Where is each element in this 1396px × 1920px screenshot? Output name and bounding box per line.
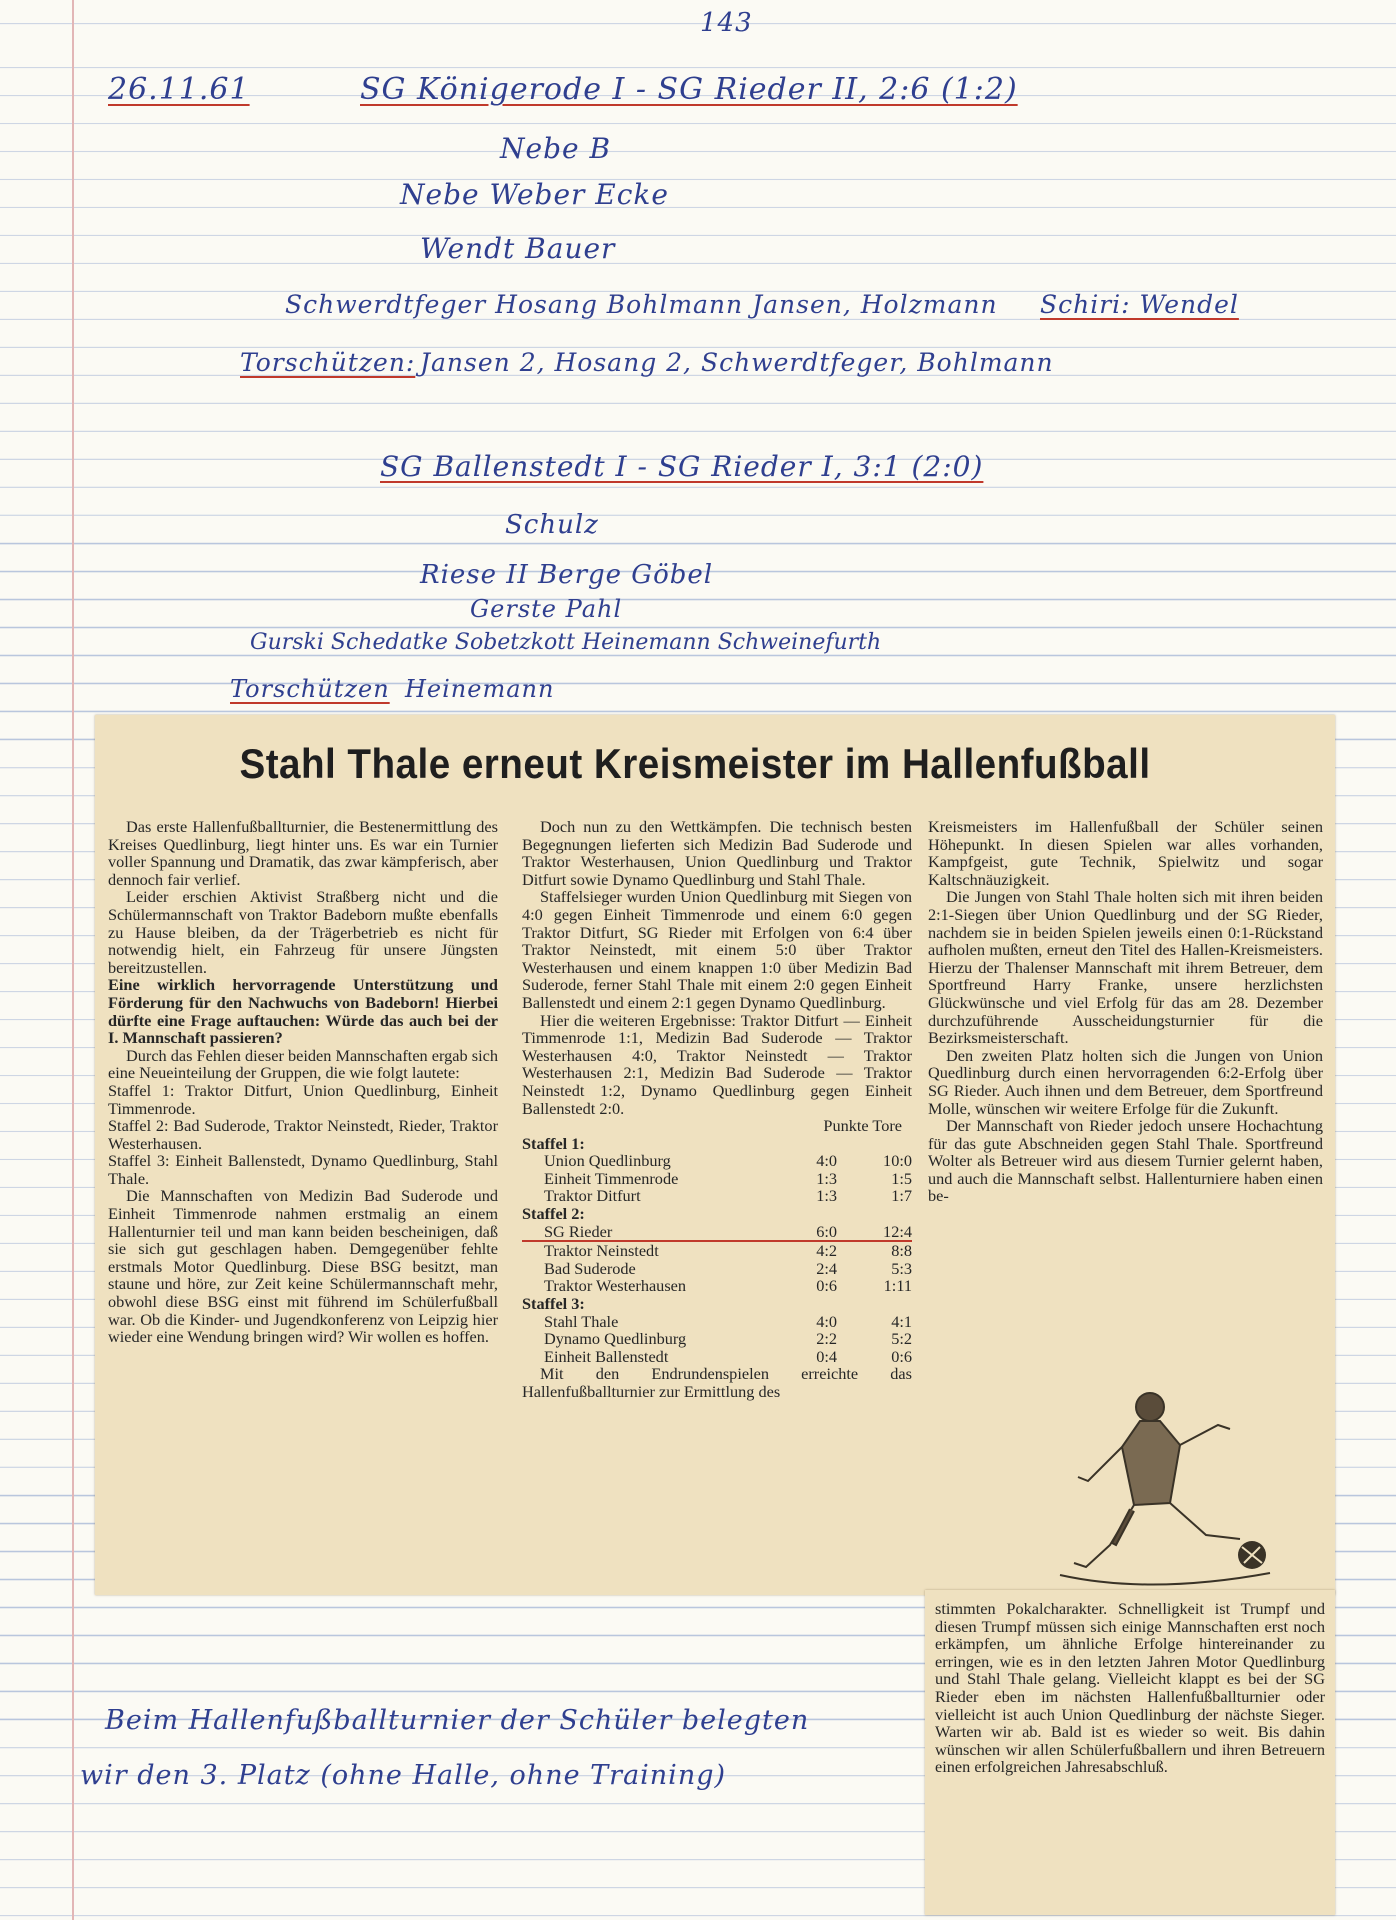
table-row [522, 1241, 912, 1260]
team-points: 0:4 [816, 1346, 837, 1366]
table-group-name: Staffel 1: [522, 1133, 585, 1153]
team-goals: 5:3 [891, 1258, 912, 1278]
match1-line-1: Nebe B [500, 132, 612, 165]
team-name: SG Rieder [522, 1223, 777, 1242]
col2-para-2: Staffelsieger wurden Union Quedlinburg mit Siegen von 4:0 gegen Einheit Timmenrode und einem 6:0 gegen Traktor Ditfurt, SG Rieder mit Erfolgen von 6:4 über Traktor Neinstedt, mit einem 5:0 über Traktor Westerhausen und einem knappen 1:0 über Medizin Bad Suderode, ferner Stahl Thale mit einem 2:0 gegen Einheit Ballenstedt und einem 2:1 gegen Dynamo Quedlinburg. [522, 887, 912, 1012]
table-row [522, 1170, 912, 1188]
table-row [522, 1330, 912, 1348]
match1-date: 26.11.61 [108, 72, 250, 107]
team-points: 1:3 [816, 1168, 837, 1188]
team-goals: 1:5 [891, 1168, 912, 1188]
team-goals: 1:7 [891, 1186, 912, 1206]
team-goals: 8:8 [891, 1241, 912, 1261]
team-points: 2:2 [816, 1329, 837, 1349]
footballer-illustration [1030, 1385, 1290, 1600]
col1-para-2: Leider erschien Aktivist Straßberg nicht und die Schülermannschaft von Traktor Badeborn mußte ebenfalls zu Hause bleiben, da der Trägerbetrieb es nicht für notwendig hielt, ein Fahrzeug für unsere Jüngsten bereitzustellen. [108, 887, 498, 977]
table-row [522, 1313, 912, 1331]
article-column-1 [108, 818, 498, 1346]
table-header: Punkte Tore [823, 1116, 902, 1136]
team-points: 2:4 [816, 1258, 837, 1278]
team-goals: 0:6 [891, 1346, 912, 1366]
table-row [522, 1152, 912, 1170]
team-goals: 10:0 [883, 1151, 912, 1171]
col1-group-3: Staffel 3: Einheit Ballenstedt, Dynamo Quedlinburg, Stahl Thale. [108, 1151, 498, 1188]
table-row [522, 1187, 912, 1205]
article-column-3 [928, 818, 1323, 1205]
match2-title: SG Ballenstedt I - SG Rieder I, 3:1 (2:0) [380, 450, 984, 483]
match2-line-2: Riese II Berge Göbel [420, 560, 714, 590]
team-name: Stahl Thale [544, 1311, 619, 1331]
col3-para-3: Den zweiten Platz holten sich die Jungen von Union Quedlinburg durch einen hervorragenden 6:2-Erfolg über SG Rieder. Auch ihnen und dem Betreuer, dem Sportfreund Molle, wünschen wir weitere Erfolge für die Zukunft. [928, 1045, 1323, 1118]
table-row [522, 1348, 912, 1366]
table-group-name: Staffel 2: [522, 1204, 585, 1224]
match2-line-4: Gurski Schedatke Sobetzkott Heinemann Schweinefurth [250, 630, 882, 655]
team-points: 0:6 [816, 1276, 837, 1296]
table-row [522, 1223, 912, 1242]
team-name: Traktor Westerhausen [544, 1276, 687, 1296]
match2-line-3: Gerste Pahl [470, 595, 623, 623]
note-line-2: wir den 3. Platz (ohne Halle, ohne Training) [80, 1760, 727, 1791]
margin-line [72, 0, 74, 1920]
col2-para-1: Doch nun zu den Wettkämpfen. Die technisch besten Begegnungen lieferten sich Medizin Bad Suderode und Traktor Westerhausen, Union Quedlinburg und Traktor Ditfurt sowie Dynamo Quedlinburg und Stahl Thale. [522, 817, 912, 889]
col1-group-2: Staffel 2: Bad Suderode, Traktor Neinstedt, Rieder, Traktor Westerhausen. [108, 1116, 498, 1153]
col1-para-1: Das erste Hallenfußballturnier, die Bestenermittlung des Kreises Quedlinburg, liegt hinter uns. Es war ein Turnier voller Spannung und Dramatik, das zwar kämpferisch, aber dennoch fair verlief. [108, 817, 498, 889]
match1-line-2: Nebe Weber Ecke [400, 178, 669, 211]
article-column-2 [522, 818, 912, 1401]
match1-line-4: Schwerdtfeger Hosang Bohlmann Jansen, Holzmann [285, 290, 998, 319]
team-points: 4:0 [816, 1151, 837, 1171]
col1-para-3: Eine wirklich hervorragende Unterstützung und Förderung für den Nachwuchs von Badeborn! Hierbei dürfte eine Frage auftauchen: Würde das auch bei der I. Mannschaft passieren? [108, 975, 498, 1048]
team-name: Einheit Ballenstedt [544, 1346, 669, 1366]
team-name: Einheit Timmenrode [544, 1168, 679, 1188]
col1-group-1: Staffel 1: Traktor Ditfurt, Union Quedlinburg, Einheit Timmenrode. [108, 1080, 498, 1118]
team-goals: 4:1 [891, 1311, 912, 1331]
match1-referee: Schiri: Wendel [1040, 290, 1239, 319]
team-goals: 1:11 [883, 1276, 912, 1296]
note-line-1: Beim Hallenfußballturnier der Schüler belegten [105, 1705, 810, 1736]
table-row [522, 1277, 912, 1295]
col3-para-4: Der Mannschaft von Rieder jedoch unsere Hochachtung für das gute Abschneiden gegen Stahl Thale. Sportfreund Wolter als Betreuer wird aus diesem Turnier gelernt haben, und auch die Mannschaft selbst. Hallenturniere haben einen be- [928, 1116, 1323, 1206]
col3-para-2: Die Jungen von Stahl Thale holten sich mit ihren beiden 2:1-Siegen über Union Quedlinburg und der SG Rieder, nachdem sie in beiden Spielen jeweils einen 0:1-Rückstand aufholen mußten, erneut den Titel des Hallen-Kreismeisters. Hierzu der Thalenser Mannschaft mit ihrem Betreuer, dem Sportfreund Harry Franke, unsere herzlichsten Glückwünsche und viel Erfolg für das am 28. Dezember durchzuführende Ausscheidungsturnier für die Bezirksmeisterschaft. [928, 887, 1323, 1048]
match1-title: SG Königerode I - SG Rieder II, 2:6 (1:2) [360, 72, 1018, 107]
col3-bottom-text: stimmten Pokalcharakter. Schnelligkeit ist Trumpf und diesen Trumpf müssen sich einige Mannschaften erst noch erkämpfen, um ähnliche Erfolge hintereinander zu erringen, wie es in den letzten Jahren Motor Quedlinburg und Stahl Thale gelang. Vielleicht klappt es bei der SG Rieder eben im nächsten Hallenfußballturnier oder vielleicht ist auch Union Quedlinburg der nächste Sieger. Warten wir ab. Bald ist es wieder so weit. Bis dahin wünschen wir allen Schülerfußballern und ihren Betreuern einen erfolgreichen Jahresabschluß. [935, 1599, 1325, 1777]
team-points: 6:0 [777, 1223, 837, 1242]
team-points: 1:3 [816, 1186, 837, 1206]
match1-scorers: Jansen 2, Hosang 2, Schwerdtfeger, Bohlmann [420, 348, 1054, 377]
team-points: 4:0 [816, 1311, 837, 1331]
page-number: 143 [700, 8, 753, 38]
table-group-row [522, 1295, 912, 1313]
table-row [522, 1260, 912, 1278]
match2-scorers: Heinemann [405, 675, 555, 703]
team-name: Union Quedlinburg [544, 1151, 671, 1171]
article-headline: Stahl Thale erneut Kreismeister im Hallenfußball [239, 740, 1151, 787]
match1-line-3: Wendt Bauer [420, 232, 616, 265]
table-group-name: Staffel 3: [522, 1294, 585, 1314]
table-group-row [522, 1205, 912, 1223]
match2-scorers-label: Torschützen [230, 675, 390, 703]
team-name: Traktor Ditfurt [544, 1186, 641, 1206]
team-name: Dynamo Quedlinburg [544, 1329, 687, 1349]
team-goals: 5:2 [891, 1329, 912, 1349]
table-group-row [522, 1135, 912, 1153]
col1-para-4: Durch das Fehlen dieser beiden Mannschaften ergab sich eine Neueinteilung der Gruppen, die wie folgt lautete: [108, 1045, 498, 1083]
match2-line-1: Schulz [505, 510, 599, 540]
col2-para-3: Hier die weiteren Ergebnisse: Traktor Ditfurt — Einheit Timmenrode 1:1, Medizin Bad Suderode — Traktor Westerhausen 4:0, Traktor Neinstedt — Traktor Westerhausen 2:1, Medizin Bad Suderode — Traktor Neinstedt 1:2, Dynamo Quedlinburg gegen Einheit Ballenstedt 2:0. [522, 1010, 912, 1118]
team-name: Traktor Neinstedt [544, 1241, 659, 1261]
team-name: Bad Suderode [544, 1258, 636, 1278]
article-column-3-continued [935, 1600, 1325, 1776]
match1-scorers-label: Torschützen: [240, 348, 416, 377]
team-goals: 12:4 [837, 1223, 912, 1242]
team-points: 4:2 [816, 1241, 837, 1261]
col2-para-4: Mit den Endrundenspielen erreichte das Hallenfußballturnier zur Ermittlung des [522, 1364, 912, 1401]
col1-para-5: Die Mannschaften von Medizin Bad Suderode und Einheit Timmenrode nahmen erstmalig an einem Hallenturnier teil und man kann beiden bescheinigen, daß sie sich gut geschlagen haben. Demgegenüber fehlte erstmals Motor Quedlinburg. Diese BSG besitzt, man staune und höre, zur Zeit keine Schülermannschaft mehr, obwohl diese BSG einst mit führend im Schülerfußball war. Ob die Kinder- und Jugendkonferenz von Leipzig hier wieder eine Wendung bringen wird? Wir wollen es hoffen. [108, 1186, 498, 1347]
standings-table [522, 1135, 912, 1366]
col3-para-1: Kreismeisters im Hallenfußball der Schüler seinen Höhepunkt. In diesen Spielen war alles vorhanden, Kampfgeist, gute Technik, Spielwitz und sogar Kaltschnäuzigkeit. [928, 817, 1323, 889]
